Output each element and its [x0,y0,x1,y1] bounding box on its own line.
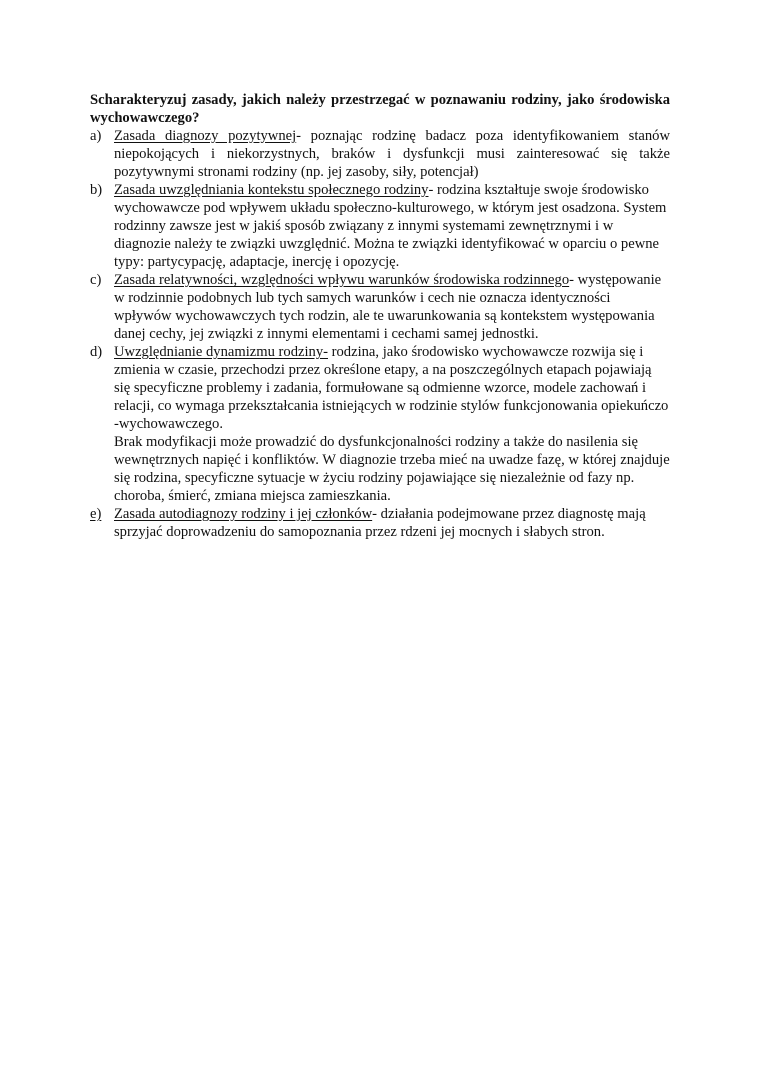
principle-additional-paragraph: Brak modyfikacji może prowadzić do dysfunkcjonalności rodziny a także do nasilenia się wewnętrznych napięć i konfliktów. W diagnozie trzeba mieć na uwadze fazę, w której znajduje się rodzina, specyficzne sytuacje w życiu rodziny pojawiające się niezależnie od fazy np. choroba, śmierć, zmiana miejsca zamieszkania. [114,434,670,504]
list-item-a [90,127,670,181]
list-item-c [90,271,670,343]
principle-heading: Zasada uwzględniania kontekstu społecznego rodziny [114,182,429,198]
list-item-d [90,343,670,505]
list-marker: b) [90,182,103,198]
list-marker: e) [90,506,102,522]
list-marker: a) [90,128,102,144]
list-item-e [90,505,670,541]
principle-heading: Zasada autodiagnozy rodziny i jej członków [114,506,373,522]
document-page [90,91,670,541]
principle-text: - działania podejmowane przez diagnostę mają sprzyjać doprowadzeniu do samopoznania przez rdzeni jej mocnych i słabych stron. [114,506,646,540]
principles-list [90,127,670,541]
list-marker: c) [90,272,102,288]
principle-text: rodzina, jako środowisko wychowawcze rozwija się i zmienia w czasie, przechodzi przez określone etapy, a na poszczególnych etapach pojawiają się specyficzne problemy i zadania, formułowane są odmienne wzorce, modele zachowań i relacji, co wymaga przekształcania istniejących w rodzinie stylów funkcjonowania opiekuńczo -wychowawczego. [114,344,669,432]
principle-text: - poznając rodzinę badacz poza identyfikowaniem stanów niepokojących i niekorzystnych, braków i dysfunkcji musi zainteresować się także pozytywnymi stronami rodziny (np. jej zasoby, siły, potencjał) [114,128,670,180]
principle-heading: Zasada relatywności, względności wpływu warunków środowiska rodzinnego [114,272,570,288]
principle-text: - występowanie w rodzinnie podobnych lub tych samych warunków i cech nie oznacza identyczności wpływów wychowawczych tych rodzin, ale te uwarunkowania są kontekstem występowania danej cechy, jej związki z innymi elementami i cechami samej jednostki. [114,272,662,342]
principle-text: - rodzina kształtuje swoje środowisko wychowawcze pod wpływem układu społeczno-kulturowego, w którym jest osadzona. System rodzinny zawsze jest w jakiś sposób związany z innymi systemami zewnętrznymi i w diagnozie należy te związki uwzględnić. Można te związki identyfikować w oparciu o pewne typy: partycypację, adaptacje, inercję i opozycję. [114,182,667,270]
question-heading: Scharakteryzuj zasady, jakich należy przestrzegać w poznawaniu rodziny, jako środowiska wychowawczego? [90,92,670,126]
principle-heading: Zasada diagnozy pozytywnej [114,128,297,144]
list-item-b [90,181,670,271]
principle-heading: Uwzględnianie dynamizmu rodziny- [114,344,328,360]
list-marker: d) [90,344,103,360]
